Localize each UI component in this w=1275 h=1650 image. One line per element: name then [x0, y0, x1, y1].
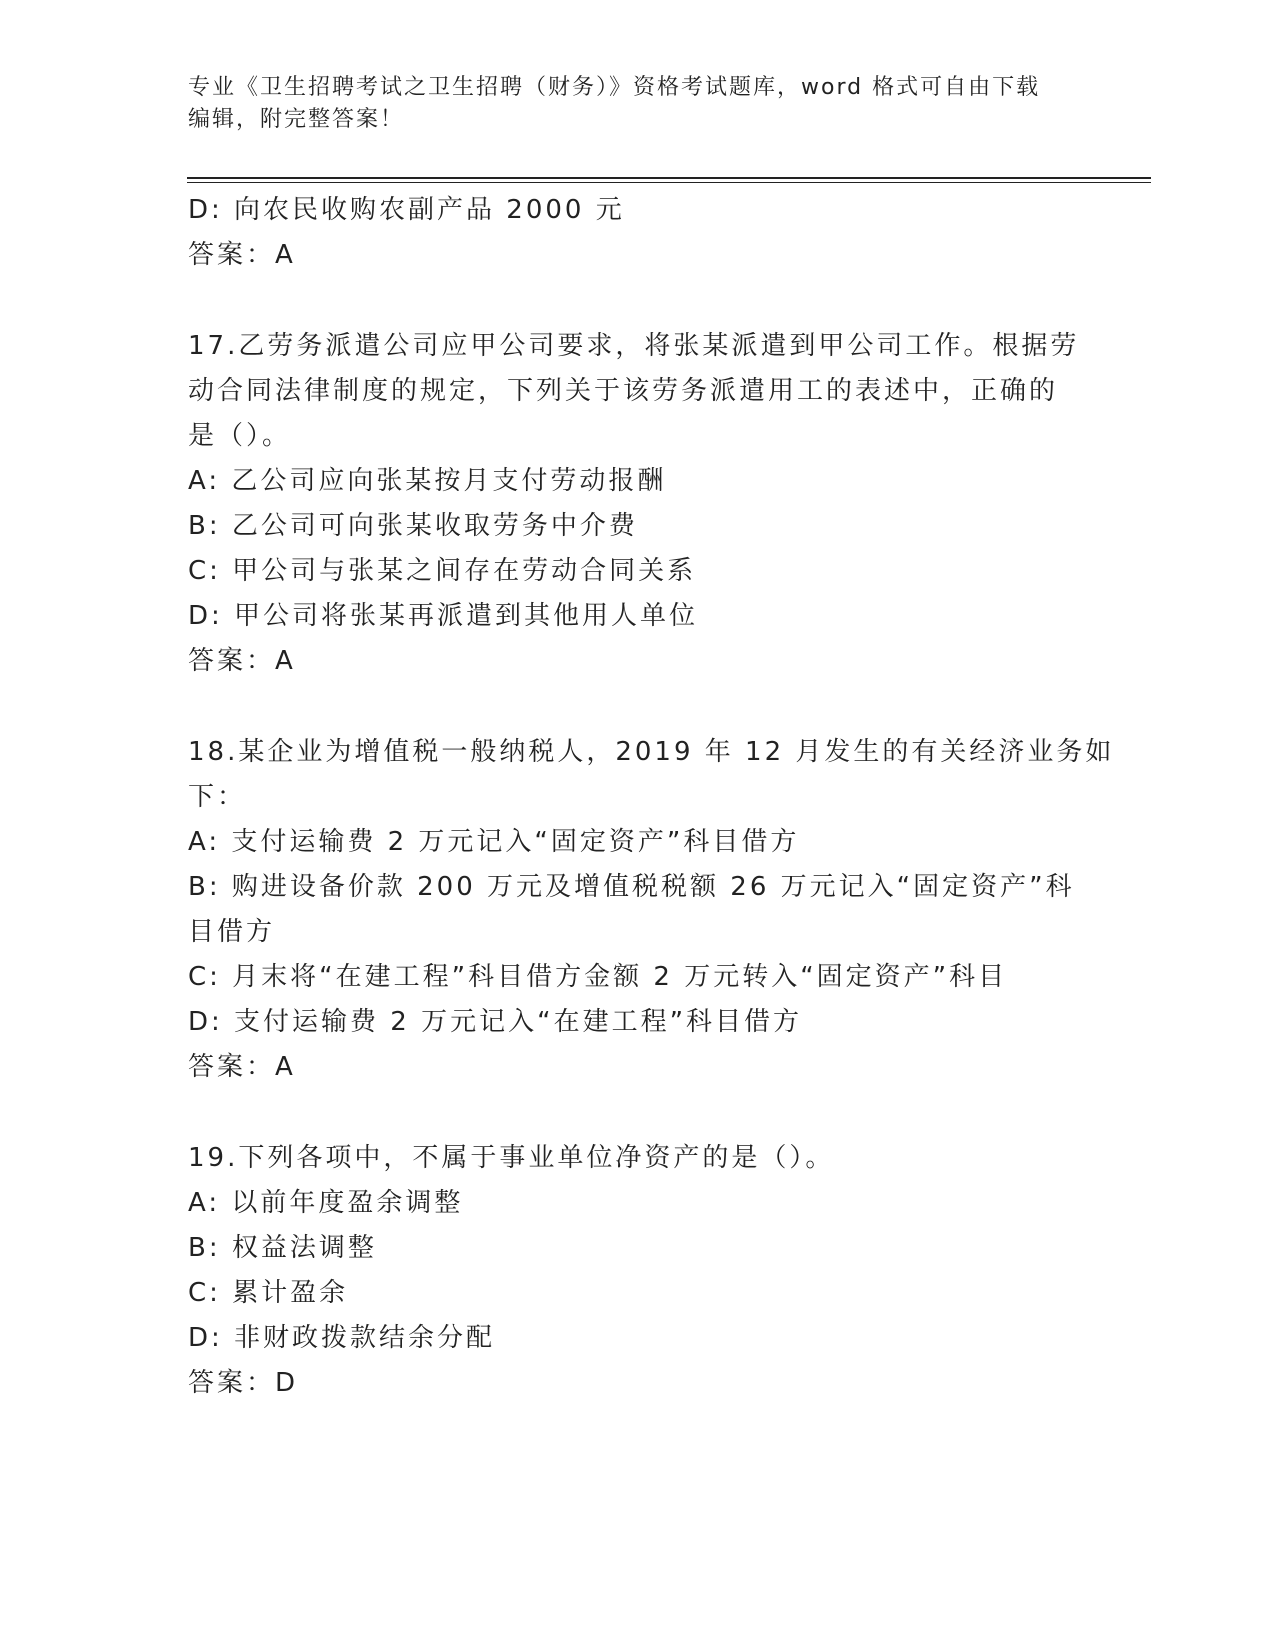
- option-a: A: 以前年度盈余调整: [188, 1188, 464, 1218]
- option-b: B: 乙公司可向张某收取劳务中介费: [188, 511, 638, 541]
- answer: 答案：D: [188, 1368, 299, 1398]
- question-stem: 下：: [188, 782, 247, 812]
- document-header: [188, 72, 1068, 136]
- header-divider-thick: [187, 177, 1151, 179]
- option-c: C: 月末将“在建工程”科目借方金额 2 万元转入“固定资产”科目: [188, 962, 1008, 992]
- header-line-2: 编辑，附完整答案！: [188, 107, 405, 132]
- answer: 答案：A: [188, 1052, 296, 1082]
- option-c: C: 甲公司与张某之间存在劳动合同关系: [188, 556, 697, 586]
- option-b: B: 权益法调整: [188, 1233, 377, 1263]
- option-d: D: 支付运输费 2 万元记入“在建工程”科目借方: [188, 1007, 803, 1037]
- option-a: A: 支付运输费 2 万元记入“固定资产”科目借方: [188, 827, 800, 857]
- document-body: [188, 188, 1115, 1406]
- option-a: A: 乙公司应向张某按月支付劳动报酬: [188, 466, 667, 496]
- question-stem: 18.某企业为增值税一般纳税人，2019 年 12 月发生的有关经济业务如: [188, 737, 1115, 767]
- question-16-tail: [188, 188, 1068, 278]
- option-d: D: 非财政拨款结余分配: [188, 1323, 496, 1353]
- option-b: B: 购进设备价款 200 万元及增值税税额 26 万元记入“固定资产”科: [188, 872, 1075, 902]
- question-stem: 17.乙劳务派遣公司应甲公司要求，将张某派遣到甲公司工作。根据劳: [188, 331, 1080, 361]
- answer: 答案：A: [188, 646, 296, 676]
- answer: 答案：A: [188, 240, 296, 270]
- header-divider-thin: [187, 182, 1151, 183]
- question-stem: 19.下列各项中，不属于事业单位净资产的是（）。: [188, 1143, 835, 1173]
- header-line-1: 专业《卫生招聘考试之卫生招聘（财务）》资格考试题库，word 格式可自由下载: [188, 75, 1041, 100]
- question-18: [188, 730, 1115, 1090]
- question-19: [188, 1136, 1068, 1406]
- option-b-continued: 目借方: [188, 917, 276, 947]
- question-17: [188, 324, 1080, 684]
- option-c: C: 累计盈余: [188, 1278, 349, 1308]
- question-stem: 是（）。: [188, 421, 292, 451]
- option-d: D: 甲公司将张某再派遣到其他用人单位: [188, 601, 699, 631]
- option-d: D: 向农民收购农副产品 2000 元: [188, 195, 625, 225]
- question-stem: 动合同法律制度的规定，下列关于该劳务派遣用工的表述中，正确的: [188, 376, 1059, 406]
